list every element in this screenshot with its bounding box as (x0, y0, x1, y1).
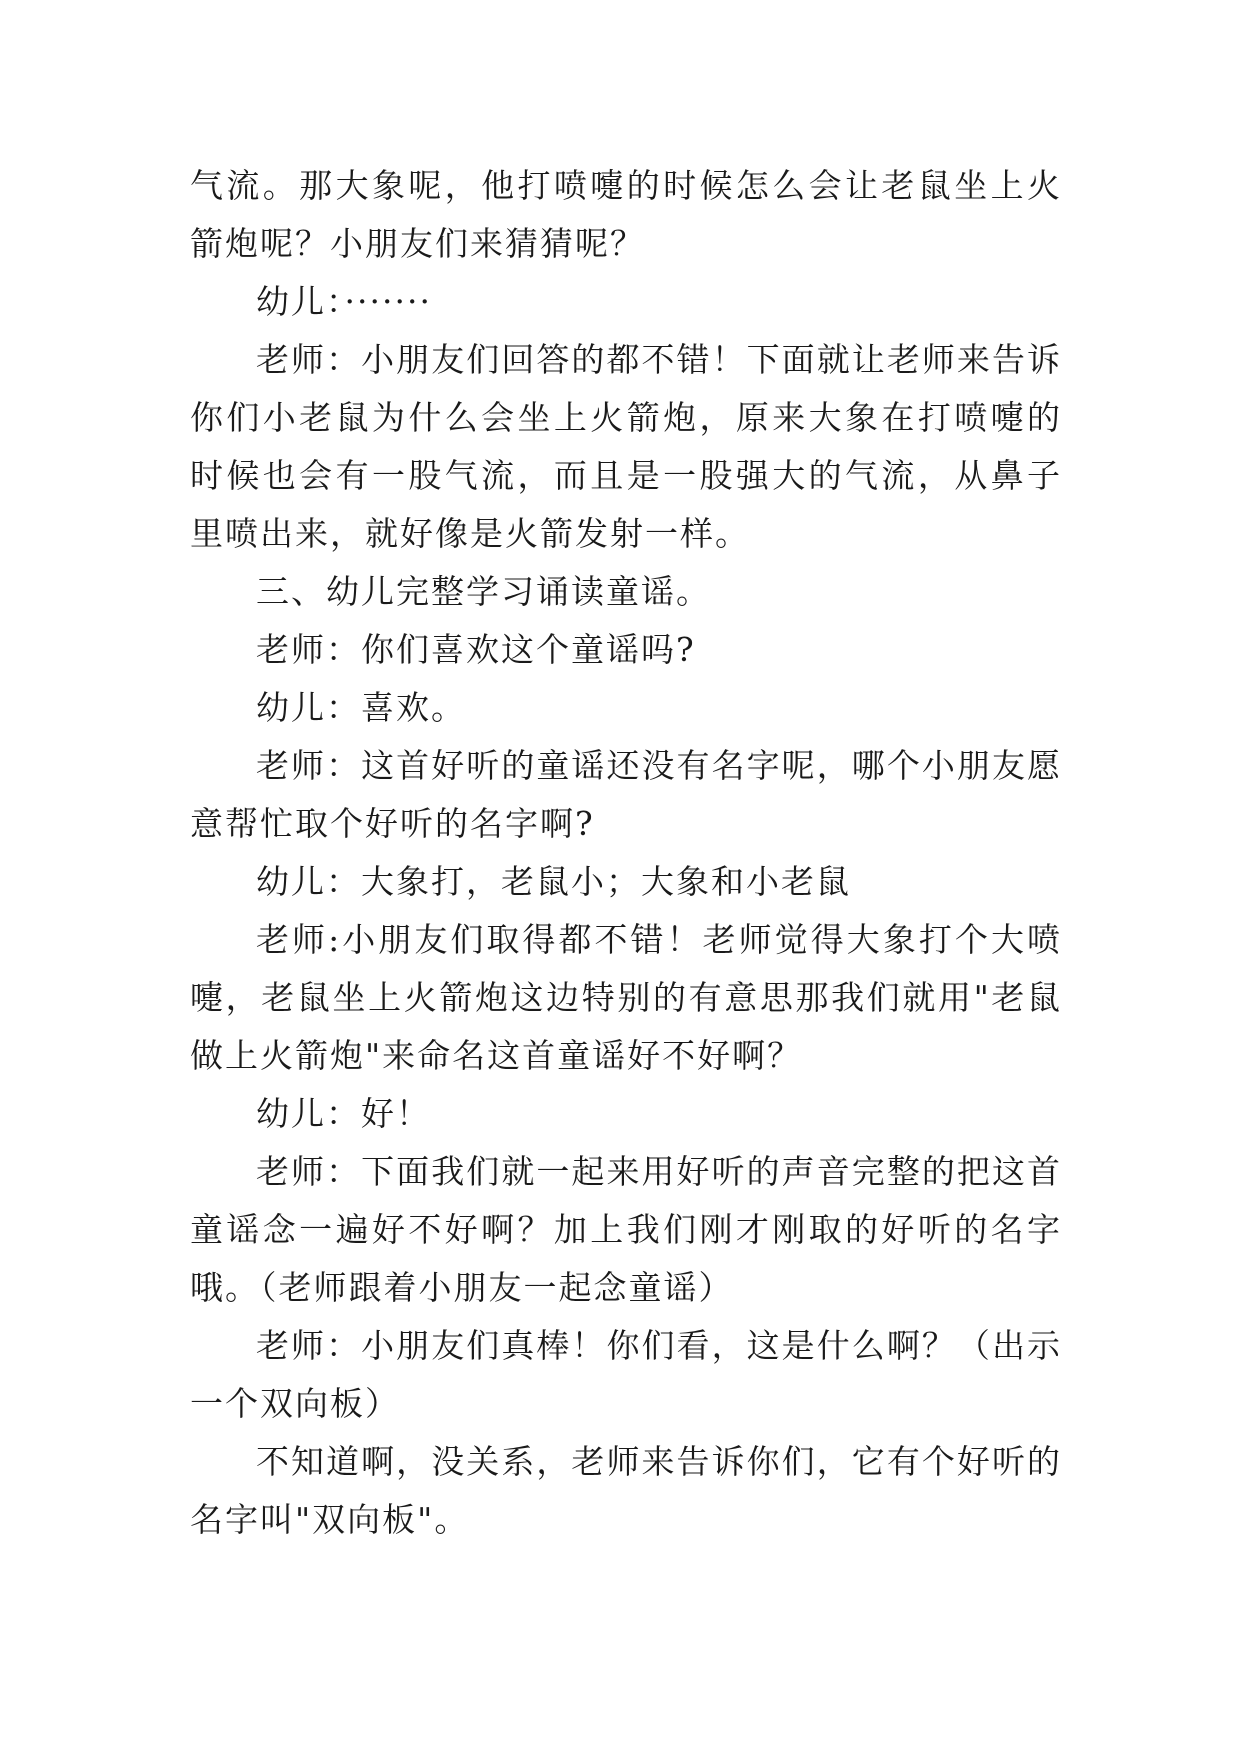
document-body (190, 157, 1062, 1549)
paragraph: 幼儿：好！ (256, 1094, 431, 1133)
paragraph: 幼儿：······· (256, 282, 432, 321)
paragraph: 幼儿：大象打，老鼠小；大象和小老鼠 (256, 862, 851, 901)
paragraph: 不知道啊，没关系，老师来告诉你们，它有个好听的名字叫"双向板"。 (190, 1442, 1062, 1539)
paragraph: 老师:小朋友们取得都不错！老师觉得大象打个大喷嚏，老鼠坐上火箭炮这边特别的有意思那我们就用"老鼠做上火箭炮"来命名这首童谣好不好啊？ (190, 920, 1062, 1075)
paragraph: 气流。那大象呢，他打喷嚏的时候怎么会让老鼠坐上火箭炮呢？小朋友们来猜猜呢？ (190, 166, 1062, 263)
paragraph: 老师：这首好听的童谣还没有名字呢，哪个小朋友愿意帮忙取个好听的名字啊? (190, 746, 1062, 843)
paragraph: 老师：小朋友们真棒！你们看，这是什么啊？（出示一个双向板） (190, 1326, 1062, 1423)
paragraph: 幼儿：喜欢。 (256, 688, 466, 727)
paragraph: 老师：下面我们就一起来用好听的声音完整的把这首童谣念一遍好不好啊？加上我们刚才刚取的好听的名字哦。（老师跟着小朋友一起念童谣） (190, 1152, 1062, 1307)
paragraph: 老师：你们喜欢这个童谣吗? (256, 630, 696, 669)
paragraph: 三、幼儿完整学习诵读童谣。 (256, 572, 711, 611)
paragraph: 老师：小朋友们回答的都不错！下面就让老师来告诉你们小老鼠为什么会坐上火箭炮，原来大象在打喷嚏的时候也会有一股气流，而且是一股强大的气流，从鼻子里喷出来，就好像是火箭发射一样。 (190, 340, 1062, 553)
